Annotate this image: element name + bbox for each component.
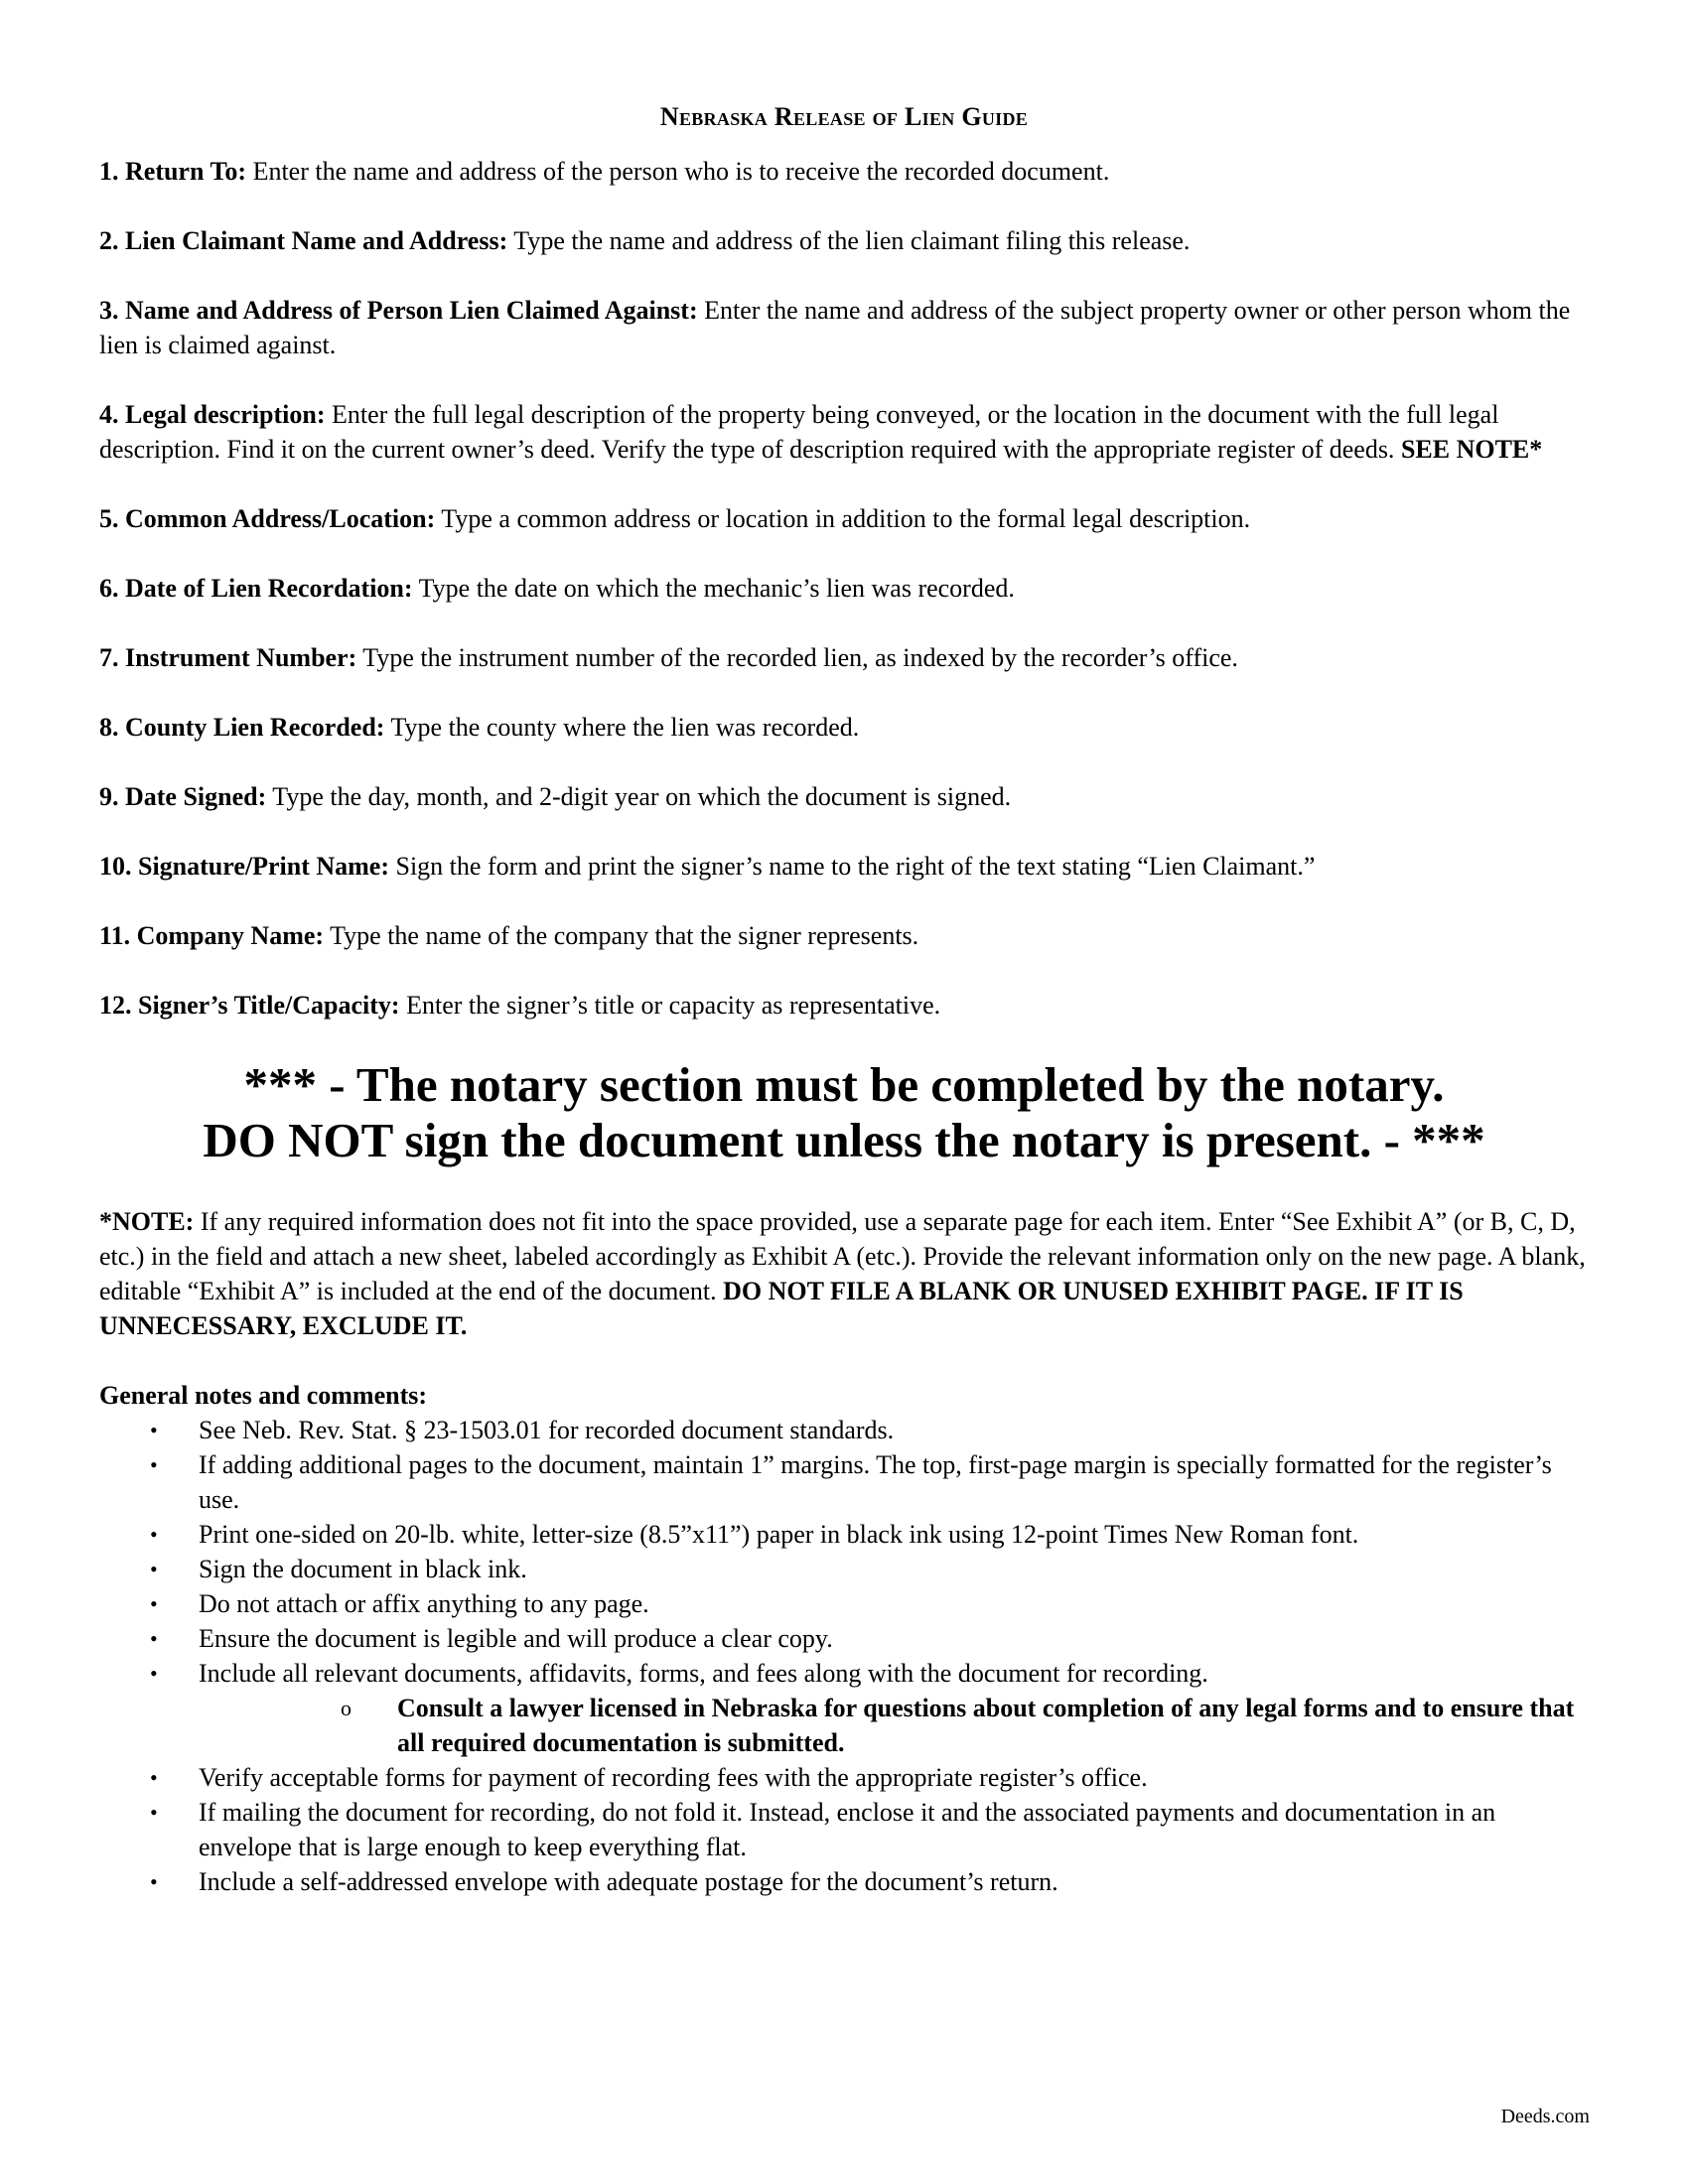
list-item xyxy=(99,1864,1589,1899)
guide-item-signer-title xyxy=(99,988,1589,1023)
item-label: 5. Common Address/Location: xyxy=(99,504,436,533)
list-item-text: Sign the document in black ink. xyxy=(199,1555,527,1583)
item-label: 2. Lien Claimant Name and Address: xyxy=(99,226,508,255)
list-item xyxy=(99,1413,1589,1447)
bullet-icon: • xyxy=(150,1626,158,1651)
list-item-text: See Neb. Rev. Stat. § 23-1503.01 for recorded document standards. xyxy=(199,1416,895,1444)
sub-list xyxy=(199,1691,1589,1760)
guide-item-date-signed xyxy=(99,779,1589,814)
bullet-icon: • xyxy=(150,1800,158,1825)
list-item xyxy=(99,1760,1589,1795)
bullet-icon: • xyxy=(150,1591,158,1616)
item-text: Enter the name and address of the subject property owner or other person whom the lien is claimed against. xyxy=(99,296,1571,359)
bullet-icon: • xyxy=(150,1765,158,1790)
note-text: If any required information does not fit into the space provided, use a separate page for each item. Enter “See Exhibit A” (or B, C, D, etc.) in the field and attach a new sheet, labeled accordingly as Exhibit A (etc.). Provide the relevant information only on the new page. A blank, editable “Exhibit A” is included at the end of the document. xyxy=(99,1207,1586,1305)
item-text: Type the county where the lien was recorded. xyxy=(384,713,860,742)
bullet-icon: • xyxy=(150,1522,158,1547)
item-label: 3. Name and Address of Person Lien Claimed Against: xyxy=(99,296,698,325)
sub-list-item-text: Consult a lawyer licensed in Nebraska for questions about completion of any legal forms and to ensure that all required documentation is submitted. xyxy=(397,1694,1575,1757)
list-item xyxy=(99,1586,1589,1621)
item-text: Type a common address or location in addition to the formal legal description. xyxy=(435,504,1251,533)
guide-item-county-lien-recorded xyxy=(99,710,1589,745)
see-note-emphasis: SEE NOTE* xyxy=(1400,435,1543,464)
list-item xyxy=(99,1621,1589,1656)
item-label: 7. Instrument Number: xyxy=(99,643,357,672)
notary-warning xyxy=(99,1057,1589,1168)
list-item-text: Do not attach or affix anything to any page. xyxy=(199,1589,649,1618)
guide-item-company-name xyxy=(99,918,1589,953)
note-emphasis: DO NOT FILE A BLANK OR UNUSED EXHIBIT PAGE. IF IT IS UNNECESSARY, EXCLUDE IT. xyxy=(99,1277,1464,1340)
list-item-text: Include a self-addressed envelope with adequate postage for the document’s return. xyxy=(199,1867,1058,1896)
list-item xyxy=(99,1517,1589,1552)
item-label: 9. Date Signed: xyxy=(99,782,267,811)
guide-item-lien-claimant xyxy=(99,223,1589,258)
guide-item-common-address xyxy=(99,501,1589,536)
list-item xyxy=(99,1656,1589,1760)
guide-item-person-claimed-against xyxy=(99,293,1589,362)
list-item xyxy=(99,1552,1589,1586)
notary-warning-line-2: DO NOT sign the document unless the notary is present. - *** xyxy=(203,1113,1485,1167)
list-item-text: If adding additional pages to the document, maintain 1” margins. The top, first-page margin is specially formatted for the register’s use. xyxy=(199,1450,1552,1514)
notary-warning-line-1: *** - The notary section must be completed by the notary. xyxy=(243,1057,1445,1112)
exhibit-note xyxy=(99,1204,1589,1343)
item-label: 6. Date of Lien Recordation: xyxy=(99,574,413,603)
item-label: 1. Return To: xyxy=(99,157,247,186)
hollow-bullet-icon: o xyxy=(341,1696,352,1720)
bullet-icon: • xyxy=(150,1557,158,1581)
item-text: Type the name of the company that the signer represents. xyxy=(324,921,919,950)
document-page xyxy=(99,99,1589,1899)
list-item xyxy=(99,1795,1589,1864)
document-title: Nebraska Release of Lien Guide xyxy=(659,102,1029,131)
bullet-icon: • xyxy=(150,1661,158,1686)
item-text: Enter the signer’s title or capacity as representative. xyxy=(399,991,941,1020)
item-text: Type the name and address of the lien claimant filing this release. xyxy=(507,226,1191,255)
item-text: Enter the name and address of the person who is to receive the recorded document. xyxy=(246,157,1110,186)
list-item-text: Include all relevant documents, affidavits, forms, and fees along with the document for recording. xyxy=(199,1659,1208,1688)
item-label: 10. Signature/Print Name: xyxy=(99,852,389,881)
list-item-text: If mailing the document for recording, do not fold it. Instead, enclose it and the associated payments and documentation in an envelope that is large enough to keep everything flat. xyxy=(199,1798,1496,1861)
item-label: 11. Company Name: xyxy=(99,921,325,950)
item-label: 12. Signer’s Title/Capacity: xyxy=(99,991,400,1020)
list-item-text: Print one-sided on 20-lb. white, letter-size (8.5”x11”) paper in black ink using 12-point Times New Roman font. xyxy=(199,1520,1359,1549)
guide-item-signature-print-name xyxy=(99,849,1589,884)
bullet-icon: • xyxy=(150,1418,158,1442)
guide-item-date-of-lien-recordation xyxy=(99,571,1589,606)
general-notes-list xyxy=(99,1413,1589,1899)
guide-item-return-to xyxy=(99,154,1589,189)
list-item-text: Ensure the document is legible and will produce a clear copy. xyxy=(199,1624,833,1653)
item-label: 8. County Lien Recorded: xyxy=(99,713,385,742)
footer-brand: Deeds.com xyxy=(1500,2106,1590,2127)
general-notes-heading: General notes and comments: xyxy=(99,1381,428,1410)
note-label: *NOTE: xyxy=(99,1207,195,1236)
list-item-text: Verify acceptable forms for payment of recording fees with the appropriate register’s office. xyxy=(199,1763,1148,1792)
item-text: Enter the full legal description of the property being conveyed, or the location in the document with the full legal description. Find it on the current owner’s deed. Verify the type of description required with the appropriate register of deeds. xyxy=(99,400,1499,464)
bullet-icon: • xyxy=(150,1869,158,1894)
guide-item-legal-description xyxy=(99,397,1589,467)
item-text: Type the date on which the mechanic’s lien was recorded. xyxy=(412,574,1015,603)
item-text: Type the instrument number of the recorded lien, as indexed by the recorder’s office. xyxy=(356,643,1238,672)
item-text: Sign the form and print the signer’s name to the right of the text stating “Lien Claimant.” xyxy=(389,852,1316,881)
item-text: Type the day, month, and 2-digit year on which the document is signed. xyxy=(266,782,1012,811)
bullet-icon: • xyxy=(150,1452,158,1477)
sub-list-item xyxy=(199,1691,1589,1760)
item-label: 4. Legal description: xyxy=(99,400,326,429)
guide-item-instrument-number xyxy=(99,640,1589,675)
list-item xyxy=(99,1447,1589,1517)
